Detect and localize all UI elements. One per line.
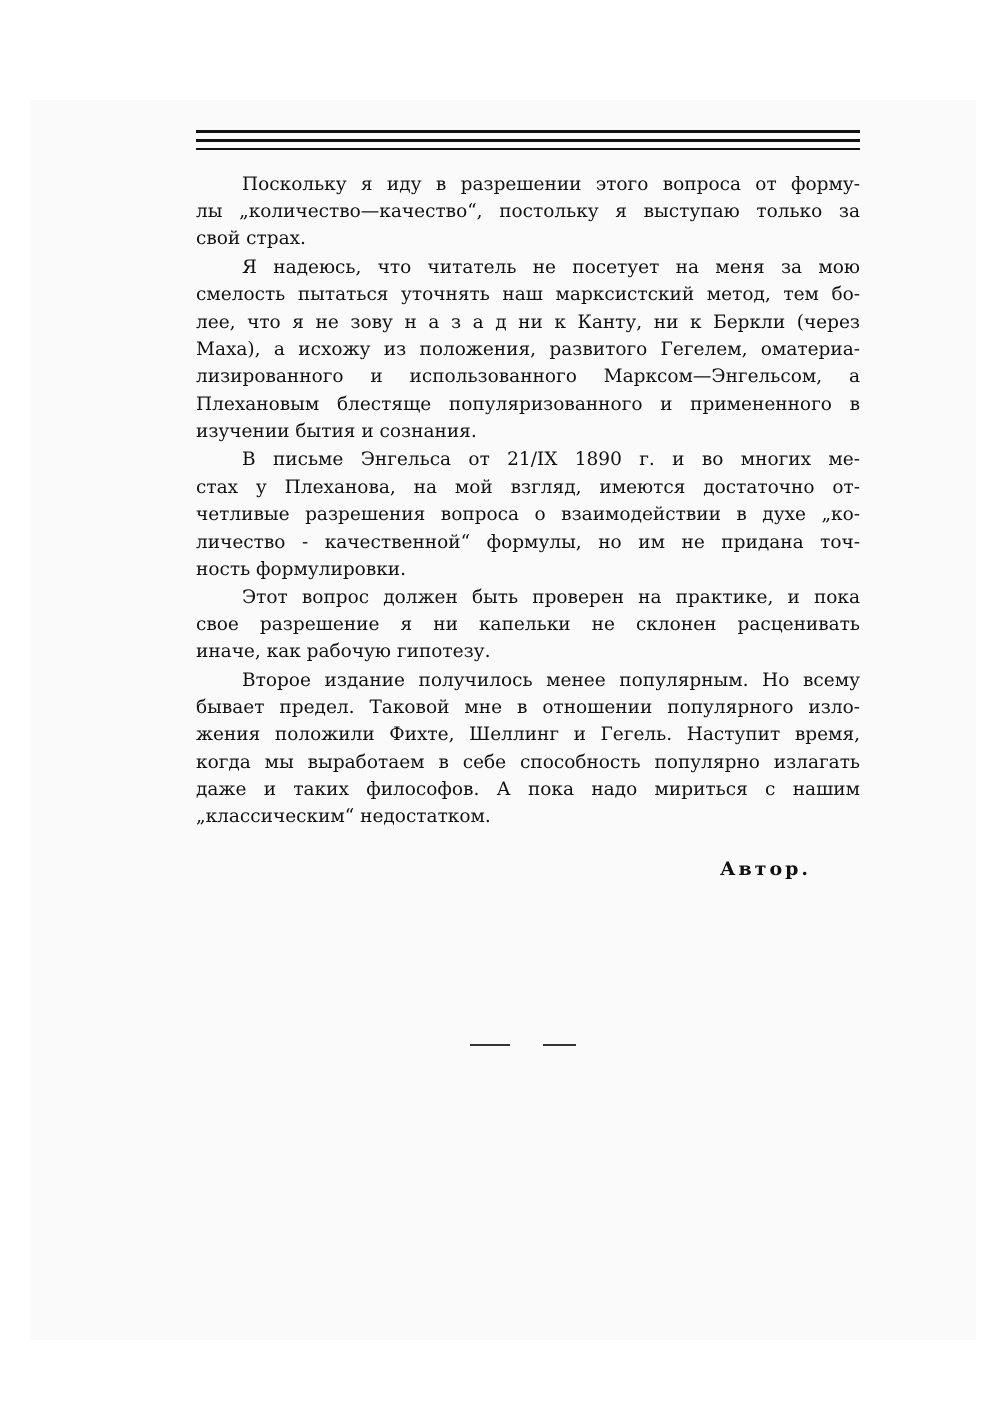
text-line: четливые разрешения вопроса о взаимодействии в духе „ко- [196,504,860,525]
text-line: лы „количество—качество“, постольку я выступаю только за [196,201,860,222]
text-line: бывает предел. Таковой мне в отношении популярного изло- [196,697,860,718]
text-line: В письме Энгельса от 21/IX 1890 г. и во многих ме- [242,449,860,470]
text-line: изучении бытия и сознания. [196,421,477,442]
text-line: личество - качественной“ формулы, но им не придана точ- [196,532,860,553]
text-line: смелость пытаться уточнять наш марксистский метод, тем бо- [196,284,860,305]
text-line: лизированного и использованного Марксом—Энгельсом, а [196,366,860,387]
text-line: Плехановым блестяще популяризованного и примененного в [196,394,860,415]
text-line: ность формулировки. [196,559,407,580]
header-rule-top [196,130,860,133]
text-line: иначе, как рабочую гипотезу. [196,641,491,662]
text-line: даже и таких философов. А пока надо мириться с нашим [196,779,860,800]
text-line: свой страх. [196,228,306,249]
author-signature: Автор. [720,858,812,880]
text-line: когда мы выработаем в себе способность популярно излагать [196,752,860,773]
text-line: Маха), а исхожу из положения, развитого Гегелем, оматериа- [196,339,860,360]
text-line: свое разрешение я ни капельки не склонен расценивать [196,614,860,635]
header-rule-middle [196,139,860,142]
text-line: Этот вопрос должен быть проверен на практике, и пока [242,587,860,608]
text-line: „классическим“ недостатком. [196,806,491,827]
end-ornament-left [470,1044,510,1046]
text-line: лее, что я не зову н а з а д ни к Канту, ни к Беркли (через [196,312,860,333]
text-line: жения положили Фихте, Шеллинг и Гегель. Наступит время, [196,724,860,745]
text-line: Второе издание получилось менее популярным. Но всему [242,670,860,691]
text-line: стах у Плеханова, на мой взгляд, имеются достаточно от- [196,477,860,498]
header-rule-bottom [196,148,860,150]
text-line: Я надеюсь, что читатель не посетует на меня за мою [242,257,860,278]
end-ornament-right [543,1044,576,1046]
text-line: Поскольку я иду в разрешении этого вопроса от форму- [242,174,860,195]
